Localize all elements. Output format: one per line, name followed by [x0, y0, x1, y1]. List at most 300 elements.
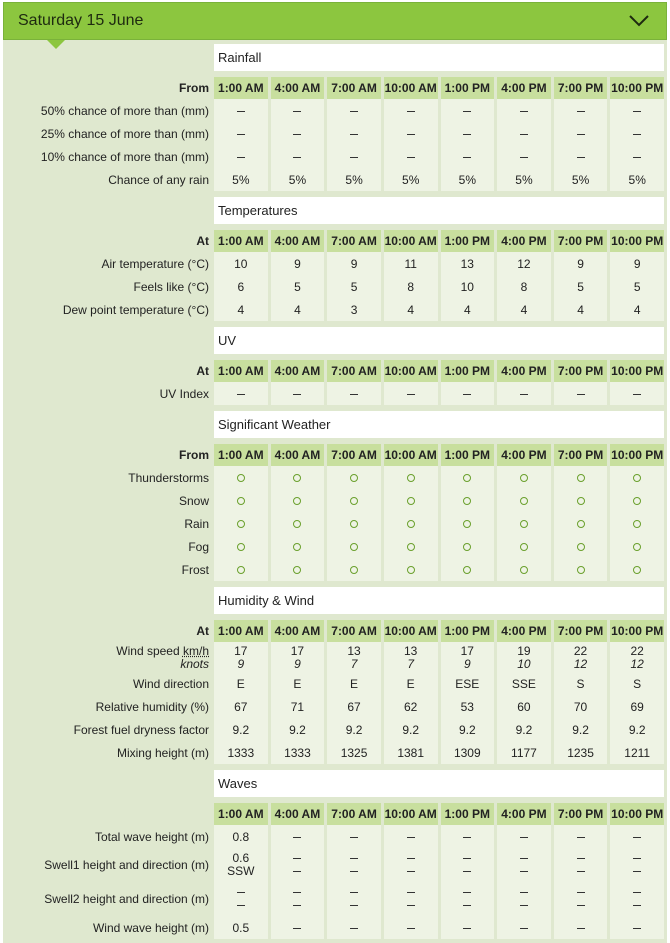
- time-column-header: 10:00 PM: [610, 444, 664, 466]
- time-column-header: 4:00 PM: [497, 77, 551, 99]
- circle-outline-icon: [520, 497, 528, 505]
- value-cell: [497, 145, 551, 168]
- value-cell: 67: [214, 695, 268, 718]
- swell-height: [384, 886, 438, 899]
- dash-placeholder: [463, 858, 471, 859]
- value-cell: 8: [497, 275, 551, 298]
- row-label: 10% chance of more than (mm): [40, 149, 209, 164]
- dash-placeholder: [577, 134, 585, 135]
- dash-placeholder: [293, 394, 301, 395]
- value-cell: [497, 122, 551, 145]
- dash-placeholder: [293, 871, 301, 872]
- indicator-cell: [610, 466, 664, 489]
- dash-placeholder: [237, 892, 245, 893]
- indicator-cell: [610, 489, 664, 512]
- circle-outline-icon: [293, 520, 301, 528]
- day-header[interactable]: [3, 2, 667, 40]
- dash-placeholder: [463, 905, 471, 906]
- value-cell: 5%: [214, 168, 268, 191]
- value-cell: 1333: [214, 741, 268, 764]
- value-cell: 9: [610, 252, 664, 275]
- value-cell: [327, 145, 381, 168]
- swell1-row: [6, 848, 664, 882]
- wind-speed-cell: [554, 642, 608, 672]
- value-cell: [271, 122, 325, 145]
- swell-direction: [271, 899, 325, 912]
- circle-outline-icon: [577, 566, 585, 574]
- indicator-cell: [327, 558, 381, 581]
- time-column-header: 4:00 AM: [271, 803, 325, 825]
- time-column-header: 1:00 AM: [214, 360, 268, 382]
- value-cell: [214, 122, 268, 145]
- indicator-cell: [214, 535, 268, 558]
- humidity_wind-header-label: At: [196, 624, 209, 638]
- circle-outline-icon: [520, 543, 528, 551]
- indicator-cell: [441, 535, 495, 558]
- dash-placeholder: [407, 928, 415, 929]
- swell-cell: [214, 848, 268, 882]
- value-cell: [271, 916, 325, 939]
- indicator-cell: [214, 466, 268, 489]
- swell-cell: [214, 882, 268, 916]
- value-cell: 10: [441, 275, 495, 298]
- wind-kmh-value: 13: [347, 643, 361, 658]
- value-cell: [214, 382, 268, 405]
- value-cell: 0.5: [214, 916, 268, 939]
- humidity_wind-row: [6, 741, 664, 764]
- dash-placeholder: [463, 134, 471, 135]
- dash-placeholder: [407, 892, 415, 893]
- temperatures-section-title: Temperatures: [214, 197, 664, 224]
- dash-placeholder: [237, 157, 245, 158]
- value-cell: [610, 99, 664, 122]
- swell-height: [327, 852, 381, 865]
- circle-outline-icon: [350, 543, 358, 551]
- circle-outline-icon: [350, 520, 358, 528]
- dash-placeholder: [520, 157, 528, 158]
- time-column-header: 7:00 PM: [554, 444, 608, 466]
- dash-placeholder: [520, 928, 528, 929]
- dash-placeholder: [237, 134, 245, 135]
- value-cell: 60: [497, 695, 551, 718]
- significant-header-label: From: [179, 448, 209, 462]
- value-cell: 12: [497, 252, 551, 275]
- swell-cell: [271, 848, 325, 882]
- indicator-cell: [441, 466, 495, 489]
- value-cell: 5%: [497, 168, 551, 191]
- dash-placeholder: [350, 134, 358, 135]
- circle-outline-icon: [633, 520, 641, 528]
- significant-row: [6, 558, 664, 581]
- dash-placeholder: [520, 858, 528, 859]
- value-cell: [610, 825, 664, 848]
- indicator-cell: [327, 489, 381, 512]
- indicator-cell: [327, 512, 381, 535]
- value-cell: [327, 825, 381, 848]
- value-cell: [610, 122, 664, 145]
- value-cell: 71: [271, 695, 325, 718]
- forecast-tables: [3, 40, 667, 943]
- row-label: Fog: [188, 539, 209, 554]
- wind_wave-row: [6, 916, 664, 939]
- swell-direction: SSW: [227, 864, 255, 878]
- value-cell: [441, 122, 495, 145]
- indicator-cell: [554, 489, 608, 512]
- circle-outline-icon: [463, 497, 471, 505]
- value-cell: 67: [327, 695, 381, 718]
- value-cell: [441, 382, 495, 405]
- wind-knots-value: 9: [463, 656, 471, 671]
- circle-outline-icon: [633, 566, 641, 574]
- dash-placeholder: [237, 111, 245, 112]
- dash-placeholder: [633, 837, 641, 838]
- value-cell: 8: [384, 275, 438, 298]
- significant-row: [6, 466, 664, 489]
- day-title: Saturday 15 June: [18, 12, 144, 29]
- time-column-header: 1:00 PM: [441, 620, 495, 642]
- unit-knots: knots: [180, 656, 209, 671]
- swell-height: [271, 886, 325, 899]
- section-title-row: [6, 770, 664, 797]
- row-label: Relative humidity (%): [95, 699, 209, 714]
- time-column-header: 7:00 AM: [327, 444, 381, 466]
- dash-placeholder: [633, 858, 641, 859]
- wind-speed-text: Wind speed: [116, 643, 183, 658]
- indicator-cell: [327, 535, 381, 558]
- dash-placeholder: [350, 157, 358, 158]
- dash-placeholder: [350, 858, 358, 859]
- wind-knots-value: 9: [237, 656, 245, 671]
- value-cell: S: [554, 672, 608, 695]
- dash-placeholder: [633, 394, 641, 395]
- value-cell: 9.2: [441, 718, 495, 741]
- time-column-header: 4:00 AM: [271, 77, 325, 99]
- wind-knots-value: 10: [517, 656, 531, 671]
- significant-row: [6, 489, 664, 512]
- value-cell: 1381: [384, 741, 438, 764]
- circle-outline-icon: [463, 543, 471, 551]
- circle-outline-icon: [520, 566, 528, 574]
- wind-kmh-value: 17: [290, 643, 305, 658]
- value-cell: [327, 382, 381, 405]
- temperatures-row: [6, 275, 664, 298]
- value-cell: [497, 382, 551, 405]
- circle-outline-icon: [463, 520, 471, 528]
- value-cell: [271, 145, 325, 168]
- dash-placeholder: [293, 837, 301, 838]
- time-column-header: 4:00 AM: [271, 360, 325, 382]
- swell-cell: [610, 882, 664, 916]
- dash-placeholder: [520, 134, 528, 135]
- indicator-cell: [214, 489, 268, 512]
- row-label: Forest fuel dryness factor: [73, 722, 209, 737]
- circle-outline-icon: [633, 497, 641, 505]
- circle-outline-icon: [577, 497, 585, 505]
- value-cell: [384, 122, 438, 145]
- circle-outline-icon: [293, 543, 301, 551]
- value-cell: SSE: [497, 672, 551, 695]
- value-cell: [441, 916, 495, 939]
- value-cell: E: [214, 672, 268, 695]
- value-cell: [327, 99, 381, 122]
- circle-outline-icon: [407, 543, 415, 551]
- time-column-header: 7:00 PM: [554, 230, 608, 252]
- dash-placeholder: [407, 858, 415, 859]
- value-cell: 5%: [327, 168, 381, 191]
- dash-placeholder: [350, 837, 358, 838]
- indicator-cell: [554, 558, 608, 581]
- dash-placeholder: [633, 871, 641, 872]
- swell-height: [214, 886, 268, 899]
- time-header-row: [6, 230, 664, 252]
- wind-knots-value: 12: [573, 656, 588, 671]
- time-column-header: 1:00 AM: [214, 444, 268, 466]
- section-title-row: [6, 411, 664, 438]
- dash-placeholder: [520, 871, 528, 872]
- time-column-header: 1:00 AM: [214, 803, 268, 825]
- section-title-spacer: [6, 44, 211, 71]
- circle-outline-icon: [350, 474, 358, 482]
- value-cell: [384, 825, 438, 848]
- uv-row: [6, 382, 664, 405]
- swell-cell: [554, 882, 608, 916]
- total-row: [6, 825, 664, 848]
- section-title-row: [6, 197, 664, 224]
- dash-placeholder: [407, 134, 415, 135]
- forecast-table: [3, 44, 667, 939]
- dash-placeholder: [463, 837, 471, 838]
- value-cell: 9.2: [271, 718, 325, 741]
- dash-placeholder: [350, 394, 358, 395]
- swell-direction: [610, 865, 664, 878]
- value-cell: 13: [441, 252, 495, 275]
- row-label: Swell2 height and direction (m): [44, 892, 209, 906]
- value-cell: 5%: [271, 168, 325, 191]
- circle-outline-icon: [633, 543, 641, 551]
- dash-placeholder: [633, 157, 641, 158]
- time-column-header: 7:00 PM: [554, 360, 608, 382]
- value-cell: 10: [214, 252, 268, 275]
- indicator-cell: [554, 512, 608, 535]
- rainfall-row: [6, 99, 664, 122]
- swell-direction: [610, 899, 664, 912]
- value-cell: E: [384, 672, 438, 695]
- indicator-cell: [271, 489, 325, 512]
- value-cell: 6: [214, 275, 268, 298]
- time-header-row: [6, 803, 664, 825]
- value-cell: 5%: [610, 168, 664, 191]
- humidity_wind-row: [6, 718, 664, 741]
- circle-outline-icon: [293, 566, 301, 574]
- value-cell: S: [610, 672, 664, 695]
- dash-placeholder: [407, 905, 415, 906]
- value-cell: 4: [610, 298, 664, 321]
- swell-cell: [497, 848, 551, 882]
- time-column-header: 7:00 PM: [554, 620, 608, 642]
- time-column-header: 1:00 AM: [214, 230, 268, 252]
- swell-height: [497, 852, 551, 865]
- wind-speed-label: [6, 642, 211, 672]
- waves-section-title: Waves: [214, 770, 664, 797]
- value-cell: 69: [610, 695, 664, 718]
- swell-cell: [327, 848, 381, 882]
- dash-placeholder: [577, 905, 585, 906]
- swell-direction: [384, 865, 438, 878]
- circle-outline-icon: [350, 497, 358, 505]
- time-column-header: 4:00 AM: [271, 230, 325, 252]
- wind-knots-value: 9: [294, 656, 301, 671]
- value-cell: 9.2: [327, 718, 381, 741]
- value-cell: [327, 916, 381, 939]
- dash-placeholder: [633, 892, 641, 893]
- value-cell: E: [327, 672, 381, 695]
- value-cell: 4: [384, 298, 438, 321]
- value-cell: [214, 145, 268, 168]
- time-column-header: 7:00 PM: [554, 803, 608, 825]
- time-column-header: 10:00 AM: [384, 620, 438, 642]
- circle-outline-icon: [463, 566, 471, 574]
- wind-speed-cell: [271, 642, 325, 672]
- dash-placeholder: [520, 892, 528, 893]
- dash-placeholder: [577, 394, 585, 395]
- dash-placeholder: [350, 111, 358, 112]
- dash-placeholder: [350, 871, 358, 872]
- indicator-cell: [384, 558, 438, 581]
- swell-direction: [497, 899, 551, 912]
- dash-placeholder: [293, 134, 301, 135]
- wind-kmh-value: 17: [460, 643, 474, 658]
- swell-height: [441, 886, 495, 899]
- waves-header-label: [6, 803, 211, 825]
- row-label: Air temperature (°C): [101, 256, 209, 271]
- time-column-header: 10:00 PM: [610, 803, 664, 825]
- humidity_wind-row: [6, 672, 664, 695]
- value-cell: [610, 916, 664, 939]
- rainfall-row: [6, 122, 664, 145]
- time-header-row: [6, 360, 664, 382]
- indicator-cell: [327, 466, 381, 489]
- value-cell: 9: [271, 252, 325, 275]
- time-column-header: 1:00 AM: [214, 620, 268, 642]
- temperatures-row: [6, 252, 664, 275]
- swell-height: [610, 852, 664, 865]
- indicator-cell: [497, 466, 551, 489]
- dash-placeholder: [633, 928, 641, 929]
- wind-speed-cell: [384, 642, 438, 672]
- dash-placeholder: [577, 871, 585, 872]
- uv-section-title: UV: [214, 327, 664, 354]
- time-column-header: 1:00 PM: [441, 444, 495, 466]
- wind-speed-cell: [610, 642, 664, 672]
- indicator-cell: [610, 535, 664, 558]
- header-pointer: [47, 40, 65, 49]
- row-label: Chance of any rain: [108, 172, 209, 187]
- value-cell: 4: [214, 298, 268, 321]
- dash-placeholder: [293, 892, 301, 893]
- circle-outline-icon: [293, 497, 301, 505]
- dash-placeholder: [293, 111, 301, 112]
- value-cell: 1235: [554, 741, 608, 764]
- dash-placeholder: [520, 905, 528, 906]
- chevron-down-icon[interactable]: [628, 12, 650, 30]
- time-column-header: 4:00 PM: [497, 803, 551, 825]
- circle-outline-icon: [520, 474, 528, 482]
- value-cell: 0.8: [214, 825, 268, 848]
- dash-placeholder: [463, 157, 471, 158]
- swell-height: [497, 886, 551, 899]
- value-cell: E: [271, 672, 325, 695]
- dash-placeholder: [293, 157, 301, 158]
- time-column-header: 1:00 PM: [441, 230, 495, 252]
- dash-placeholder: [463, 871, 471, 872]
- circle-outline-icon: [407, 497, 415, 505]
- circle-outline-icon: [407, 474, 415, 482]
- time-column-header: 7:00 AM: [327, 620, 381, 642]
- significant-section-title: Significant Weather: [214, 411, 664, 438]
- section-title-spacer: [6, 327, 211, 354]
- value-cell: [497, 825, 551, 848]
- wind-kmh-value: 13: [404, 643, 418, 658]
- temperatures-header-label: At: [196, 234, 209, 248]
- value-cell: 9.2: [497, 718, 551, 741]
- rainfall-header-label: From: [179, 81, 209, 95]
- dash-placeholder: [577, 111, 585, 112]
- value-cell: 1211: [610, 741, 664, 764]
- swell-direction: [271, 865, 325, 878]
- circle-outline-icon: [237, 497, 245, 505]
- time-column-header: 10:00 AM: [384, 444, 438, 466]
- time-header-row: [6, 77, 664, 99]
- value-cell: [554, 825, 608, 848]
- circle-outline-icon: [633, 474, 641, 482]
- value-cell: [384, 382, 438, 405]
- wind-knots-value: 7: [350, 656, 358, 671]
- swell-height: 0.6: [232, 851, 250, 865]
- dash-placeholder: [350, 905, 358, 906]
- dash-placeholder: [633, 905, 641, 906]
- wind-speed-cell: [214, 642, 268, 672]
- value-cell: 9: [554, 252, 608, 275]
- dash-placeholder: [407, 837, 415, 838]
- time-column-header: 1:00 PM: [441, 77, 495, 99]
- swell-cell: [327, 882, 381, 916]
- row-label: Mixing height (m): [116, 745, 209, 760]
- value-cell: [610, 145, 664, 168]
- value-cell: 9: [327, 252, 381, 275]
- value-cell: [441, 99, 495, 122]
- time-column-header: 7:00 PM: [554, 77, 608, 99]
- indicator-cell: [441, 489, 495, 512]
- indicator-cell: [214, 512, 268, 535]
- circle-outline-icon: [463, 474, 471, 482]
- dash-placeholder: [577, 892, 585, 893]
- value-cell: [384, 145, 438, 168]
- swell-height: [610, 886, 664, 899]
- forecast-day-panel: [3, 2, 667, 943]
- indicator-cell: [497, 558, 551, 581]
- value-cell: 1177: [497, 741, 551, 764]
- wind-kmh-value: 22: [630, 643, 644, 658]
- time-column-header: 10:00 PM: [610, 230, 664, 252]
- swell-cell: [441, 882, 495, 916]
- dash-placeholder: [463, 892, 471, 893]
- dash-placeholder: [463, 394, 471, 395]
- humidity_wind-section-title: Humidity & Wind: [214, 587, 664, 614]
- circle-outline-icon: [237, 566, 245, 574]
- dash-placeholder: [293, 928, 301, 929]
- indicator-cell: [610, 512, 664, 535]
- time-column-header: 4:00 PM: [497, 620, 551, 642]
